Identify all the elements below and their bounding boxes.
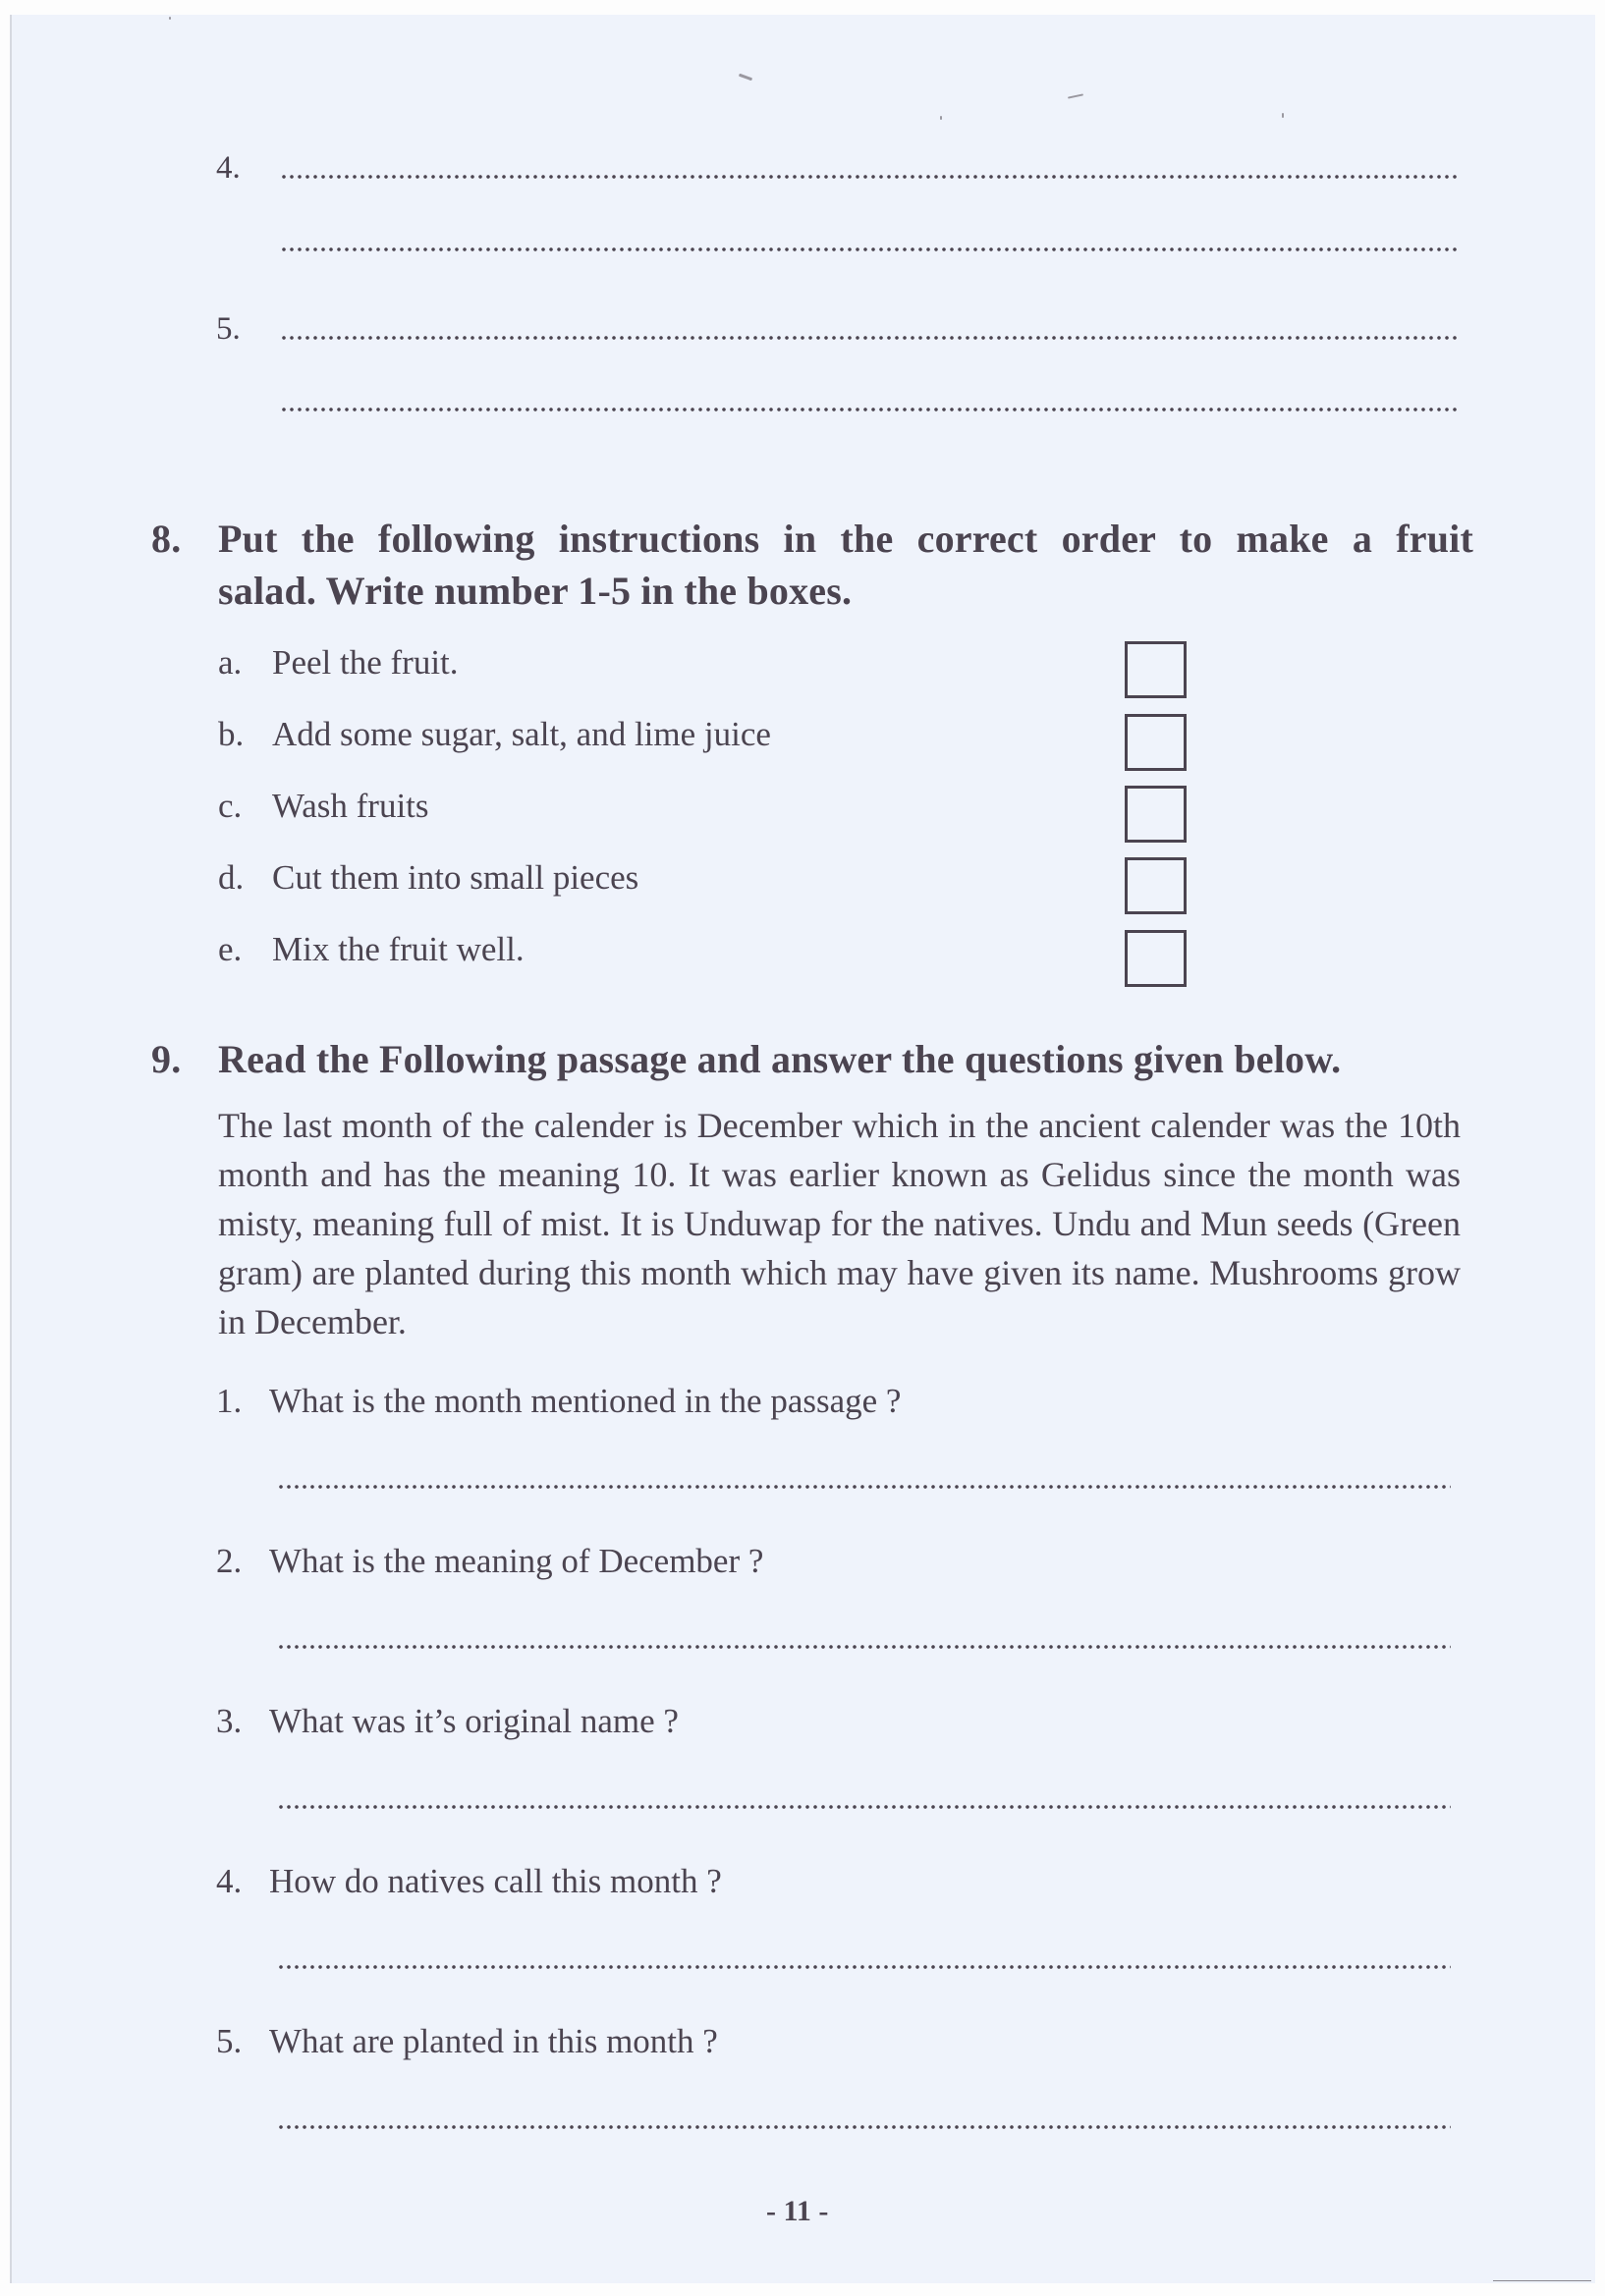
sub-question-number: 1.	[216, 1382, 243, 1420]
item-letter: e.	[218, 930, 243, 968]
scan-speck	[940, 116, 942, 120]
item-text: Mix the fruit well.	[272, 930, 525, 968]
order-answer-box[interactable]	[1125, 930, 1187, 987]
answer-line[interactable]	[280, 174, 1459, 180]
item-text: Add some sugar, salt, and lime juice	[272, 715, 771, 753]
sub-question-number: 2.	[216, 1542, 243, 1580]
scan-speck	[1282, 113, 1284, 118]
page-number: - 11 -	[766, 2195, 829, 2227]
answer-number: 5.	[216, 311, 241, 347]
sub-question-number: 4.	[216, 1862, 243, 1900]
order-answer-box[interactable]	[1125, 786, 1187, 843]
question-number: 9.	[151, 1037, 182, 1081]
order-answer-box[interactable]	[1125, 857, 1187, 914]
answer-line[interactable]	[280, 246, 1459, 252]
order-answer-box[interactable]	[1125, 641, 1187, 698]
question-heading: Put the following instructions in the correct order to make a fruit	[218, 517, 1473, 561]
answer-line[interactable]	[277, 1964, 1451, 1970]
scan-speck	[169, 17, 171, 20]
sub-question-text: How do natives call this month ?	[269, 1862, 722, 1900]
sub-question-text: What are planted in this month ?	[269, 2022, 718, 2060]
answer-line[interactable]	[277, 1644, 1451, 1650]
sub-question-text: What is the meaning of December ?	[269, 1542, 764, 1580]
exam-page	[10, 15, 1595, 2283]
item-text: Wash fruits	[272, 787, 429, 825]
question-heading: salad. Write number 1-5 in the boxes.	[218, 569, 853, 613]
answer-line[interactable]	[280, 407, 1459, 412]
sub-question-number: 3.	[216, 1702, 243, 1740]
item-text: Cut them into small pieces	[272, 858, 639, 897]
reading-passage: The last month of the calender is December which in the ancient calender was the 10th month and has the meaning 10. It was earlier known as Gelidus since the month was misty, meaning full of mist. It is Unduwap for the natives. Undu and Mun seeds (Green gram) are planted during this month which may have given its name. Mushrooms grow in December.	[218, 1106, 1461, 1341]
sub-question-text: What is the month mentioned in the passage ?	[269, 1382, 902, 1420]
answer-line[interactable]	[277, 2124, 1451, 2130]
item-letter: b.	[218, 715, 245, 753]
answer-line[interactable]	[277, 1804, 1451, 1810]
answer-line[interactable]	[280, 335, 1459, 341]
scan-speck	[1068, 93, 1083, 98]
item-text: Peel the fruit.	[272, 643, 459, 682]
question-heading: Read the Following passage and answer the questions given below.	[218, 1037, 1342, 1081]
page-edge	[1493, 2280, 1591, 2281]
order-answer-box[interactable]	[1125, 714, 1187, 771]
item-letter: a.	[218, 643, 243, 682]
item-letter: c.	[218, 787, 243, 825]
item-letter: d.	[218, 858, 245, 897]
answer-number: 4.	[216, 150, 241, 186]
sub-question-number: 5.	[216, 2022, 243, 2060]
sub-question-text: What was it’s original name ?	[269, 1702, 679, 1740]
answer-line[interactable]	[277, 1484, 1451, 1490]
question-number: 8.	[151, 517, 182, 561]
scan-speck	[739, 74, 752, 82]
